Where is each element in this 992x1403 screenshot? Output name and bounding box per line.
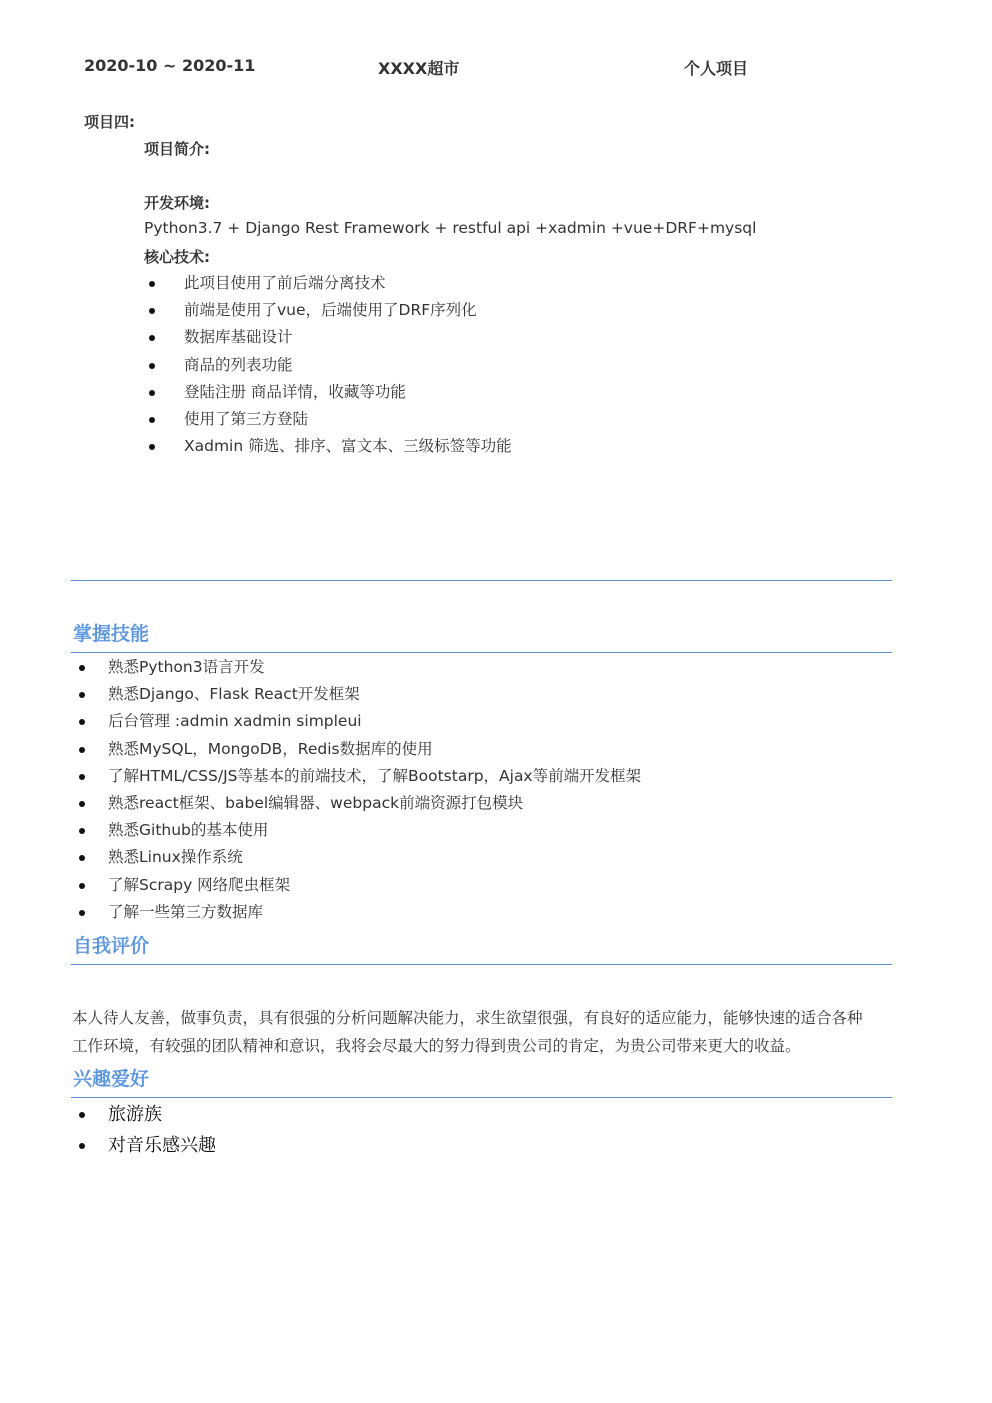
- self-evaluation-text: [72, 1004, 892, 1060]
- bullet-icon: [79, 1143, 85, 1149]
- skills-list: [79, 654, 879, 926]
- section-divider: [71, 1097, 892, 1098]
- bullet-icon: [79, 1112, 85, 1118]
- list-item: 熟悉MySQL，MongoDB，Redis数据库的使用: [79, 736, 879, 763]
- project-period: 2020-10 ~ 2020-11: [84, 56, 256, 75]
- bullet-icon: [79, 801, 85, 807]
- paragraph-line: 工作环境，有较强的团队精神和意识，我将会尽最大的努力得到贵公司的肯定，为贵公司带来更大的收益。: [72, 1037, 801, 1055]
- core-tech-list: [149, 270, 849, 460]
- bullet-icon: [149, 281, 155, 287]
- bullet-icon: [79, 828, 85, 834]
- list-item: 了解Scrapy 网络爬虫框架: [79, 872, 879, 899]
- dev-env-value: Python3.7 + Django Rest Framework + restful api +xadmin +vue+DRF+mysql: [144, 219, 757, 237]
- bullet-icon: [149, 308, 155, 314]
- dev-env-label: 开发环境:: [144, 194, 210, 212]
- bullet-icon: [79, 692, 85, 698]
- list-item: 熟悉Python3语言开发: [79, 654, 879, 681]
- list-item: 熟悉Github的基本使用: [79, 817, 879, 844]
- list-item: 熟悉Django、Flask React开发框架: [79, 681, 879, 708]
- list-item: 了解HTML/CSS/JS等基本的前端技术，了解Bootstarp，Ajax等前端开发框架: [79, 763, 879, 790]
- hobbies-list: [79, 1099, 479, 1161]
- list-item: 熟悉Linux操作系统: [79, 844, 879, 871]
- list-item: 数据库基础设计: [149, 324, 849, 351]
- skills-title: 掌握技能: [73, 623, 150, 645]
- list-item: 后台管理 :admin xadmin simpleui: [79, 708, 879, 735]
- project-intro-label: 项目简介:: [144, 140, 210, 158]
- project-company: XXXX超市: [378, 59, 460, 78]
- list-item: 对音乐感兴趣: [79, 1130, 479, 1161]
- list-item: 了解一些第三方数据库: [79, 899, 879, 926]
- list-item: 熟悉react框架、babel编辑器、webpack前端资源打包模块: [79, 790, 879, 817]
- list-item: 此项目使用了前后端分离技术: [149, 270, 849, 297]
- list-item: 登陆注册 商品详情，收藏等功能: [149, 379, 849, 406]
- bullet-icon: [149, 444, 155, 450]
- project-type: 个人项目: [684, 59, 749, 78]
- section-divider: [71, 964, 892, 965]
- bullet-icon: [79, 910, 85, 916]
- section-divider: [71, 652, 892, 653]
- list-item: 商品的列表功能: [149, 352, 849, 379]
- bullet-icon: [79, 719, 85, 725]
- bullet-icon: [79, 747, 85, 753]
- hobbies-title: 兴趣爱好: [73, 1068, 150, 1090]
- bullet-icon: [79, 855, 85, 861]
- bullet-icon: [79, 883, 85, 889]
- paragraph-line: 本人待人友善，做事负责，具有很强的分析问题解决能力，求生欲望很强，有良好的适应能力，能够快速的适合各种: [72, 1009, 863, 1027]
- bullet-icon: [79, 665, 85, 671]
- project-title: 项目四:: [84, 113, 135, 131]
- list-item: 旅游族: [79, 1099, 479, 1130]
- project-header: [84, 56, 784, 78]
- bullet-icon: [149, 417, 155, 423]
- self-evaluation-title: 自我评价: [73, 935, 150, 957]
- section-divider: [71, 580, 892, 581]
- bullet-icon: [149, 363, 155, 369]
- bullet-icon: [149, 390, 155, 396]
- core-tech-label: 核心技术:: [144, 248, 210, 266]
- bullet-icon: [149, 335, 155, 341]
- bullet-icon: [79, 774, 85, 780]
- list-item: Xadmin 筛选、排序、富文本、三级标签等功能: [149, 433, 849, 460]
- list-item: 使用了第三方登陆: [149, 406, 849, 433]
- list-item: 前端是使用了vue，后端使用了DRF序列化: [149, 297, 849, 324]
